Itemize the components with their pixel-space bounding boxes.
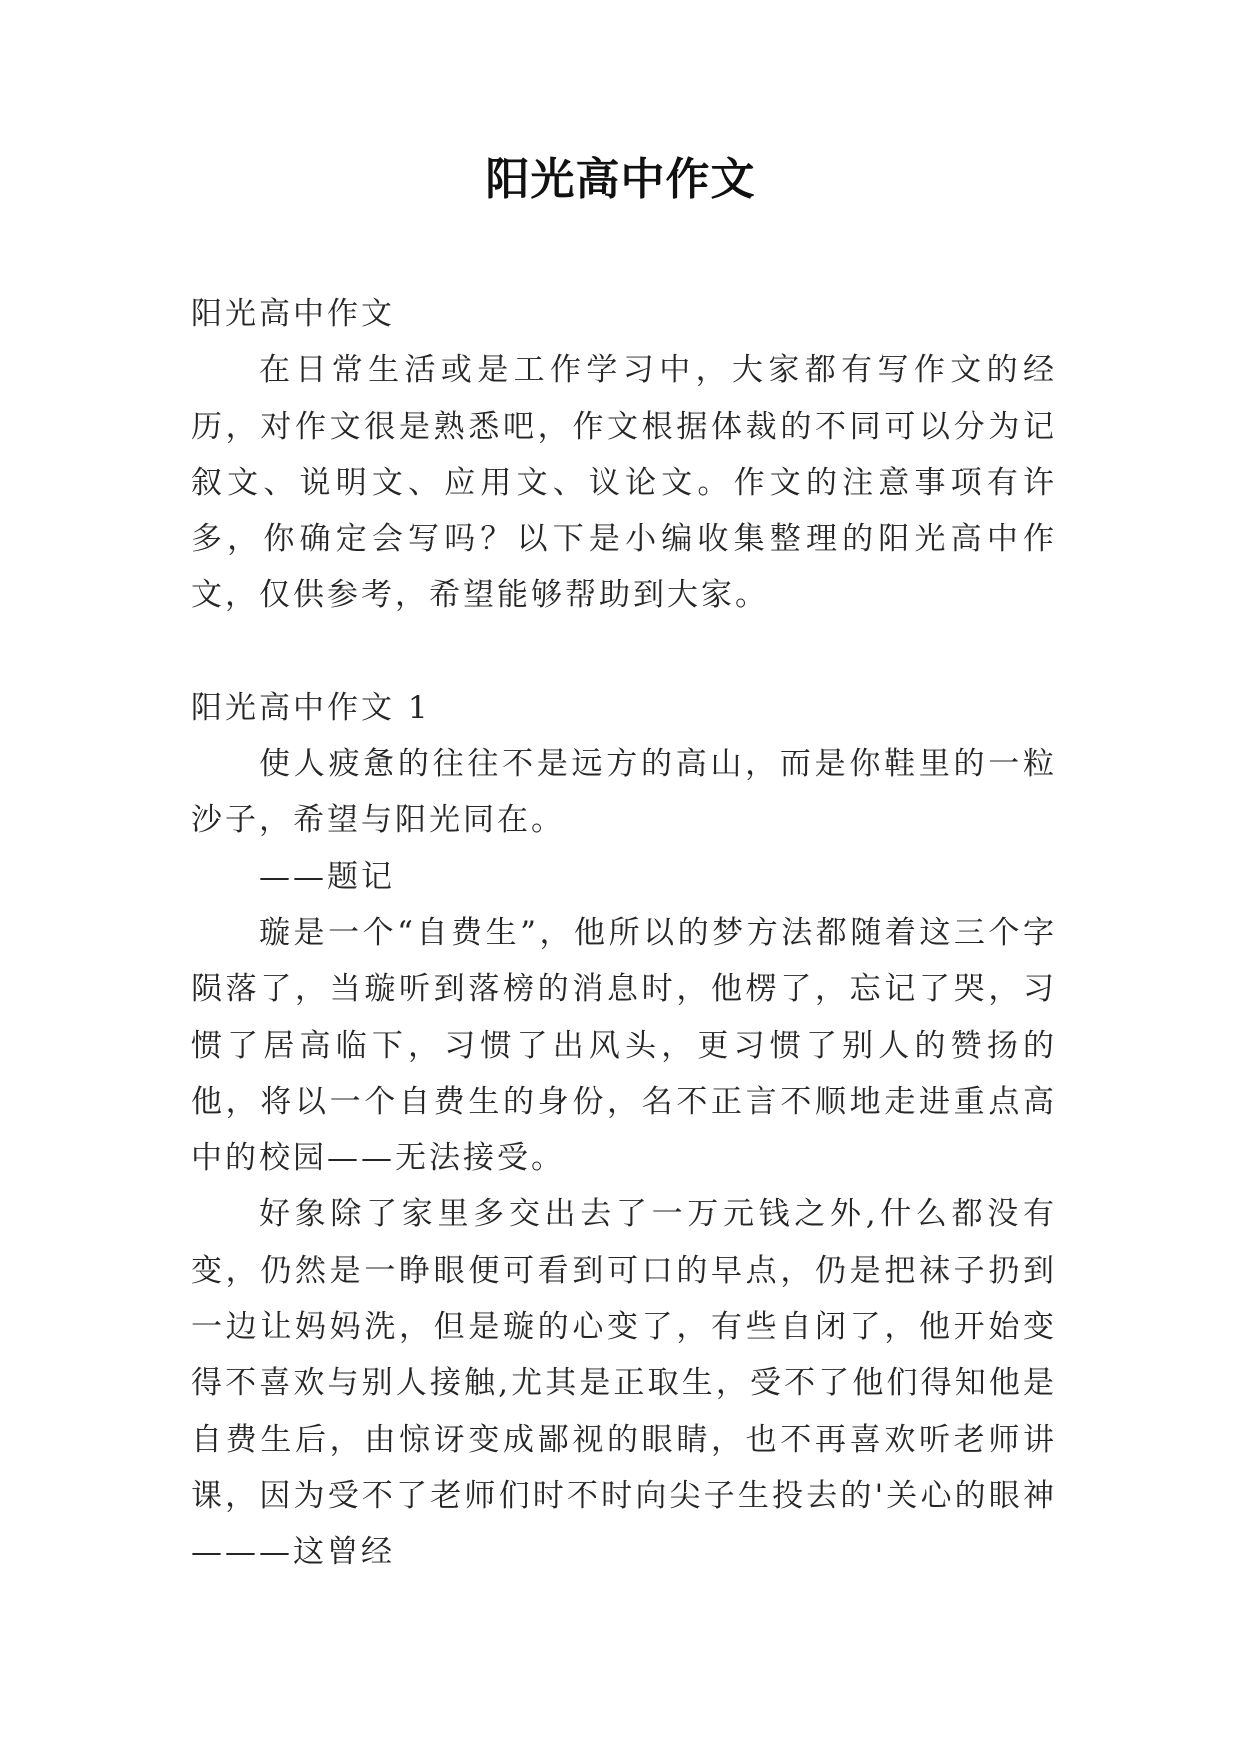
essay1-epigraph-signoff: ——题记 bbox=[259, 858, 395, 895]
essay1-paragraph: 璇是一个“自费生”，他所以的梦方法都随着这三个字陨落了，当璇听到落榜的消息时，他楞了，忘记了哭，习惯了居高临下，习惯了出风头，更习惯了别人的赞扬的他，将以一个自费生的身份，名不正言不顺地走进重点高中的校园——无法接受。 bbox=[191, 914, 1057, 1177]
essay1-heading: 阳光高中作文 1 bbox=[191, 689, 431, 726]
essay1-paragraph: 使人疲惫的往往不是远方的高山，而是你鞋里的一粒沙子，希望与阳光同在。 bbox=[191, 746, 1057, 839]
document-title: 阳光高中作文 bbox=[485, 154, 756, 205]
intro-paragraph: 在日常生活或是工作学习中，大家都有写作文的经历，对作文很是熟悉吧，作文根据体裁的不同可以分为记叙文、说明文、应用文、议论文。作文的注意事项有许多，你确定会写吗？以下是小编收集整理的阳光高中作文，仅供参考，希望能够帮助到大家。 bbox=[191, 352, 1057, 614]
document-body bbox=[191, 286, 1057, 1581]
essay1-paragraph: 好象除了家里多交出去了一万元钱之外,什么都没有变，仍然是一睁眼便可看到可口的早点，仍是把袜子扔到一边让妈妈洗，但是璇的心变了，有些自闭了，他开始变得不喜欢与别人接触,尤其是正取生，受不了他们得知他是自费生后，由惊讶变成鄙视的眼睛，也不再喜欢听老师讲课，因为受不了老师们时不时向尖子生投去的'关心的眼神———这曾经 bbox=[191, 1196, 1057, 1571]
intro-heading: 阳光高中作文 bbox=[191, 296, 395, 332]
section-spacer bbox=[191, 624, 1057, 680]
